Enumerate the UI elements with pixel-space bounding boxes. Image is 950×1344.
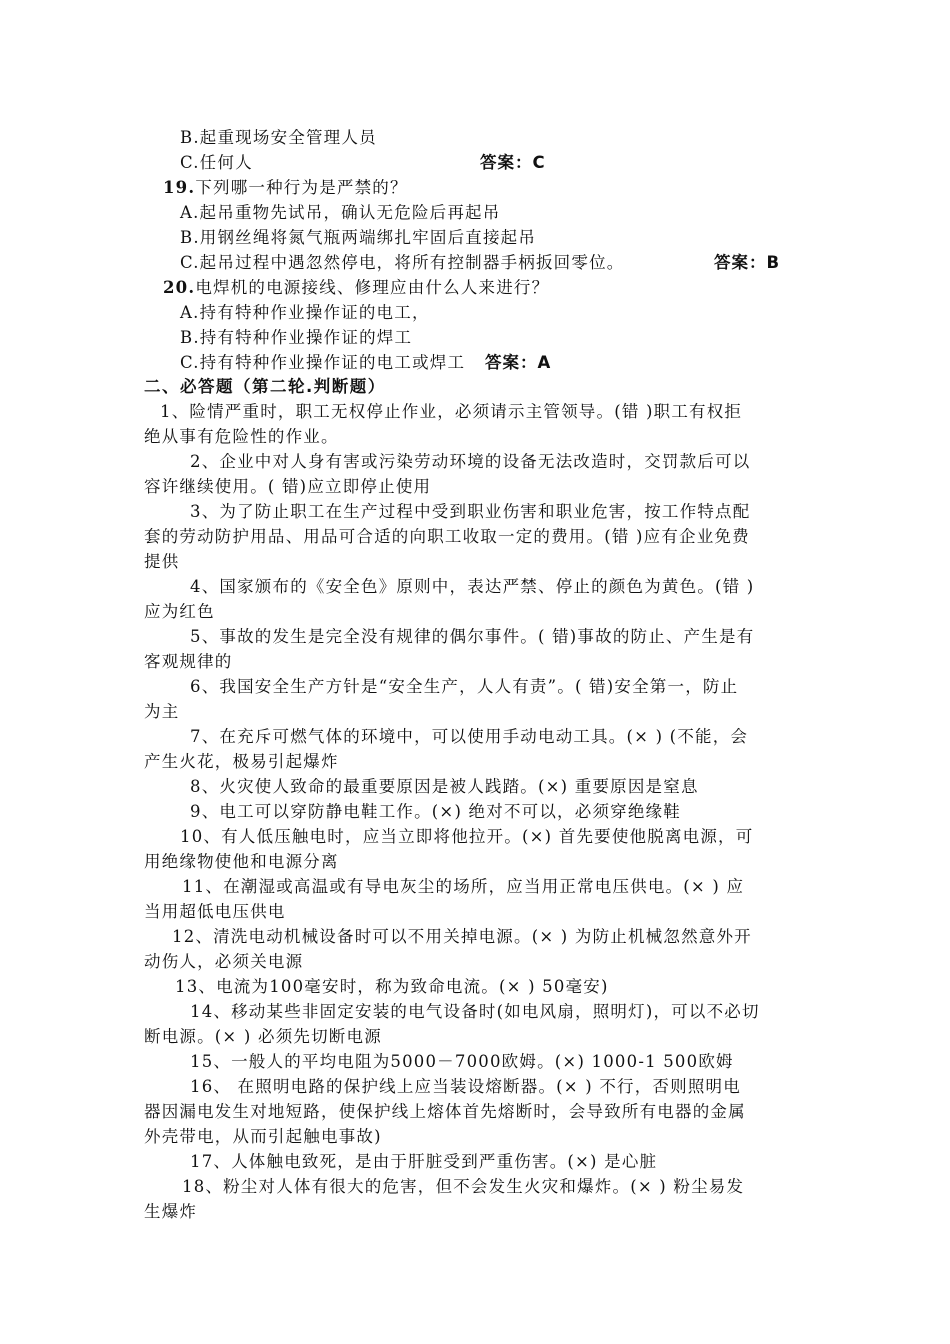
judgment-line: 18、粉尘对人体有很大的危害，但不会发生火灾和爆炸。(× ) 粉尘易发 <box>182 1177 745 1196</box>
judgment-line: 应为红色 <box>144 602 215 621</box>
q18-answer: 答案：C <box>480 153 546 172</box>
q19-option-c: C.起吊过程中遇忽然停电，将所有控制器手柄扳回零位。 <box>180 253 625 272</box>
judgment-line: 套的劳动防护用品、用品可合适的向职工收取一定的费用。(错 )应有企业免费 <box>144 527 750 546</box>
judgment-line: 13、电流为100毫安时，称为致命电流。(× ) 50毫安) <box>175 977 609 996</box>
judgment-line: 器因漏电发生对地短路，使保护线上熔体首先熔断时，会导致所有电器的金属 <box>144 1102 746 1121</box>
judgment-line: 为主 <box>144 702 180 721</box>
judgment-line: 绝从事有危险性的作业。 <box>144 427 339 446</box>
judgment-line: 7、在充斥可燃气体的环境中，可以使用手动电动工具。(× ) (不能，会 <box>190 727 749 746</box>
judgment-line: 17、人体触电致死，是由于肝脏受到严重伤害。(×) 是心脏 <box>190 1152 658 1171</box>
q19-option-a: A.起吊重物先试吊，确认无危险后再起吊 <box>180 203 501 222</box>
judgment-line: 用绝缘物使他和电源分离 <box>144 852 339 871</box>
q19-number: 19. <box>163 178 196 197</box>
judgment-line: 4、国家颁布的《安全色》原则中，表达严禁、停止的颜色为黄色。(错 ) <box>190 577 755 596</box>
judgment-line: 6、我国安全生产方针是“安全生产，人人有责”。( 错)安全第一，防止 <box>190 677 739 696</box>
judgment-line: 产生火花，极易引起爆炸 <box>144 752 339 771</box>
judgment-line: 客观规律的 <box>144 652 233 671</box>
judgment-line: 1、险情严重时，职工无权停止作业，必须请示主管领导。(错 )职工有权拒 <box>160 402 743 421</box>
judgment-line: 16、 在照明电路的保护线上应当装设熔断器。(× ) 不行，否则照明电 <box>190 1077 741 1096</box>
q19-question <box>163 176 408 200</box>
judgment-line: 2、企业中对人身有害或污染劳动环境的设备无法改造时，交罚款后可以 <box>190 452 751 471</box>
judgment-line: 14、移动某些非固定安装的电气设备时(如电风扇，照明灯)，可以不必切 <box>190 1002 760 1021</box>
q19-answer: 答案：B <box>714 253 781 272</box>
q20-number: 20. <box>163 278 196 297</box>
q20-option-a: A.持有特种作业操作证的电工， <box>180 303 430 322</box>
judgment-line: 8、火灾使人致命的最重要原因是被人践踏。(×) 重要原因是窒息 <box>190 777 699 796</box>
q18-option-c: C.任何人 <box>180 153 253 172</box>
judgment-line: 生爆炸 <box>144 1202 198 1221</box>
judgment-line: 动伤人，必须关电源 <box>144 952 304 971</box>
q20-question <box>163 276 549 300</box>
section-heading: 二、必答题（第二轮.判断题） <box>144 377 386 396</box>
judgment-line: 提供 <box>144 552 180 571</box>
q20-answer: 答案：A <box>485 353 552 372</box>
q19-option-b: B.用钢丝绳将氮气瓶两端绑扎牢固后直接起吊 <box>180 228 537 247</box>
q20-option-c: C.持有特种作业操作证的电工或焊工 <box>180 353 466 372</box>
judgment-line: 当用超低电压供电 <box>144 902 286 921</box>
judgment-line: 10、有人低压触电时，应当立即将他拉开。(×) 首先要使他脱离电源，可 <box>180 827 754 846</box>
q20-text: 电焊机的电源接线、修理应由什么人来进行？ <box>195 278 550 297</box>
q19-text: 下列哪一种行为是严禁的？ <box>195 178 408 197</box>
judgment-line: 15、一般人的平均电阻为5000－7000欧姆。(×) 1000-1 500欧姆 <box>190 1052 734 1071</box>
judgment-line: 3、为了防止职工在生产过程中受到职业伤害和职业危害，按工作特点配 <box>190 502 751 521</box>
q20-option-b: B.持有特种作业操作证的焊工 <box>180 328 413 347</box>
judgment-line: 容许继续使用。( 错)应立即停止使用 <box>144 477 432 496</box>
judgment-line: 11、在潮湿或高温或有导电灰尘的场所，应当用正常电压供电。(× ) 应 <box>182 877 745 896</box>
judgment-line: 外壳带电，从而引起触电事故) <box>144 1127 382 1146</box>
q18-option-b: B.起重现场安全管理人员 <box>180 128 377 147</box>
judgment-line: 断电源。(× ) 必须先切断电源 <box>144 1027 382 1046</box>
judgment-line: 5、事故的发生是完全没有规律的偶尔事件。( 错)事故的防止、产生是有 <box>190 627 755 646</box>
judgment-line: 9、电工可以穿防静电鞋工作。(×) 绝对不可以，必须穿绝缘鞋 <box>190 802 681 821</box>
judgment-line: 12、清洗电动机械设备时可以不用关掉电源。(× ) 为防止机械忽然意外开 <box>172 927 752 946</box>
